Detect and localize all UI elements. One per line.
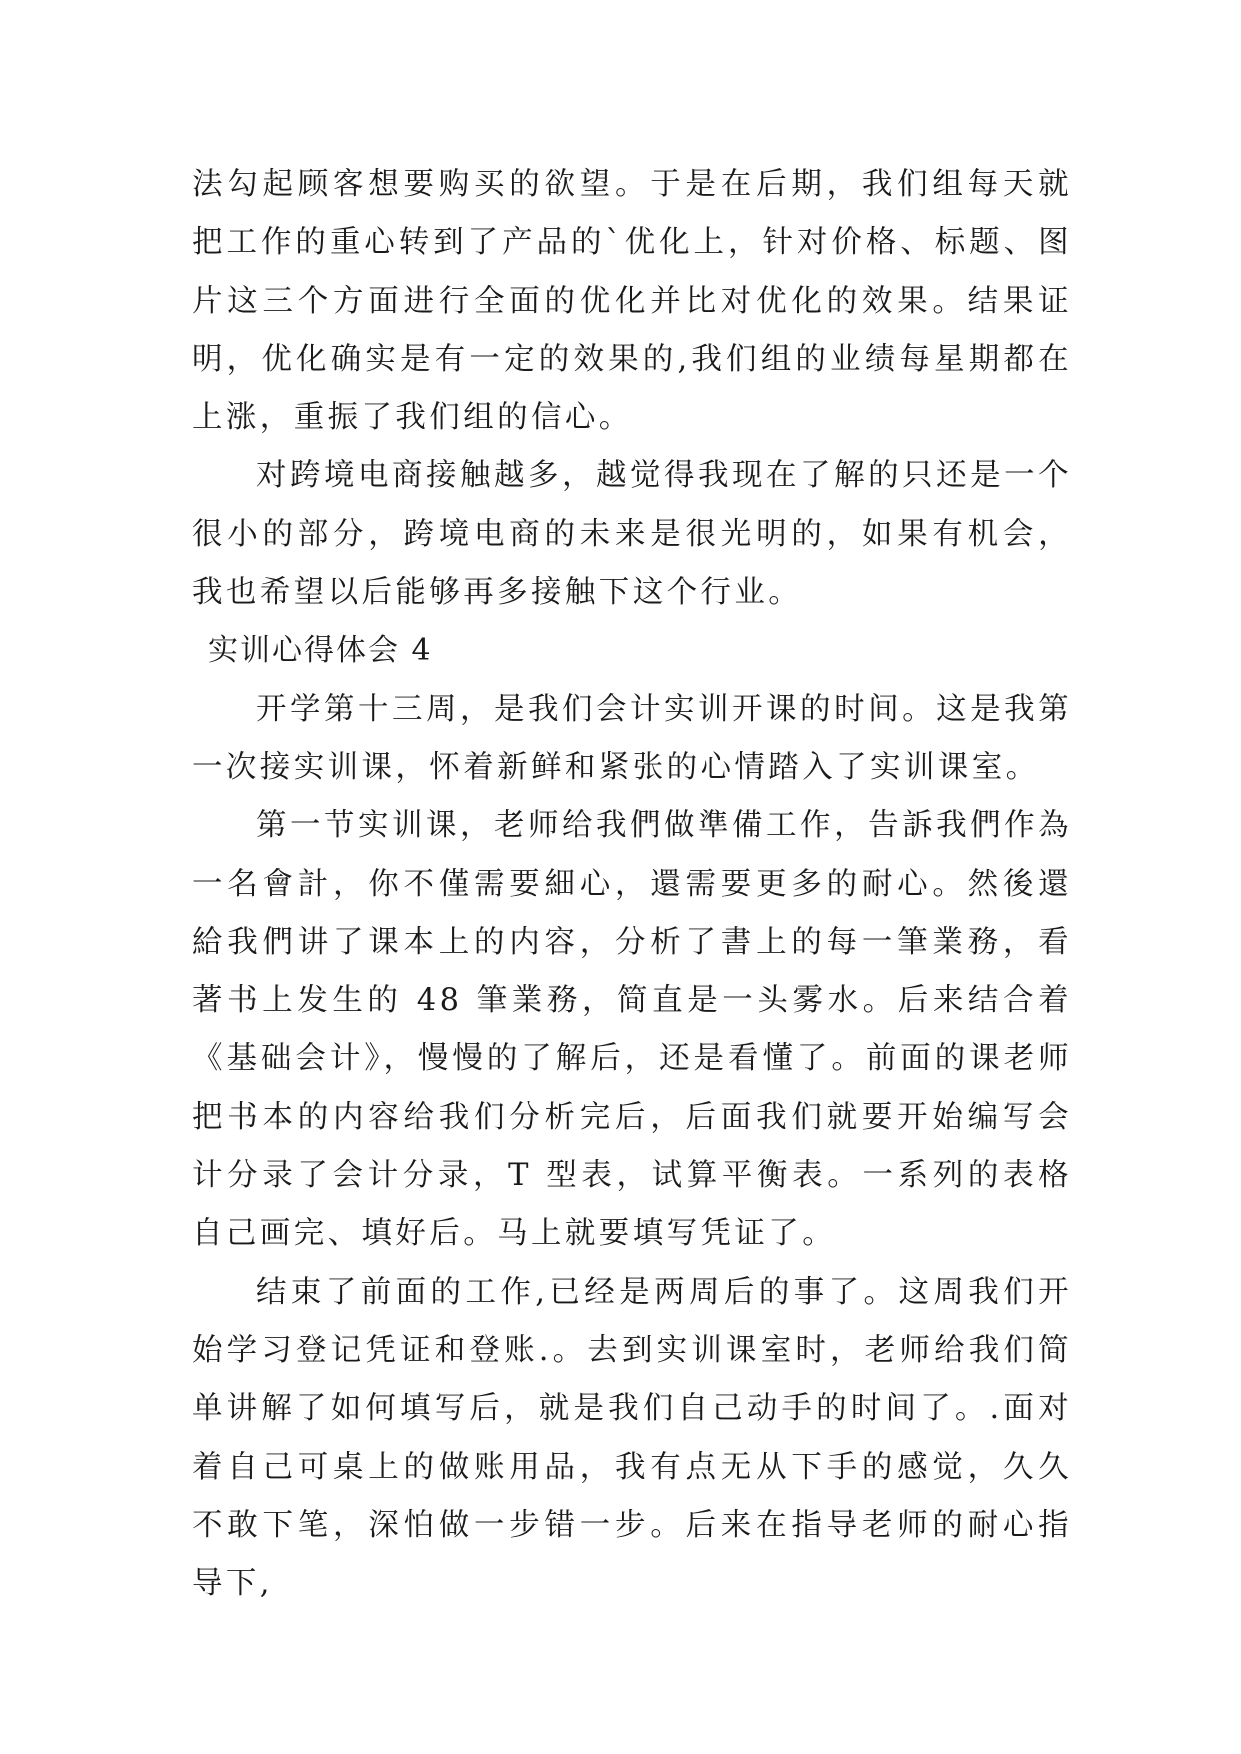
paragraph: 第一节实训课，老师给我們做準備工作，告訴我們作為一名會計，你不僅需要細心，還需要更多的耐心。然後還給我們讲了课本上的内容，分析了書上的每一筆業務，看著书上发生的 48 筆業務，简直是一头雾水。后来结合着《基础会计》，慢慢的了解后，还是看懂了。前面的课老师把书本的内容给我们分析完后，后面我们就要开始编写会计分录了会计分录，T 型表，试算平衡表。一系列的表格自己画完、填好后。马上就要填写凭证了。 <box>192 808 1072 1252</box>
paragraph-continuation: 法勾起顾客想要购买的欲望。于是在后期，我们组每天就把工作的重心转到了产品的`优化上，针对价格、标题、图片这三个方面进行全面的优化并比对优化的效果。结果证明，优化确实是有一定的效果的,我们组的业绩每星期都在上涨，重振了我们组的信心。 <box>192 167 1072 436</box>
document-body <box>192 156 1072 1613</box>
paragraph: 开学第十三周，是我们会计实训开课的时间。这是我第一次接实训课，怀着新鲜和紧张的心情踏入了实训课室。 <box>192 691 1072 785</box>
section-heading: 实训心得体会 4 <box>208 633 433 669</box>
paragraph: 结束了前面的工作,已经是两周后的事了。这周我们开始学习登记凭证和登账.。去到实训课室时，老师给我们简单讲解了如何填写后，就是我们自己动手的时间了。.面对着自己可桌上的做账用品，我有点无从下手的感觉，久久不敢下笔，深怕做一步错一步。后来在指导老师的耐心指导下, <box>192 1274 1072 1602</box>
paragraph: 对跨境电商接触越多，越觉得我现在了解的只还是一个很小的部分，跨境电商的未来是很光明的，如果有机会，我也希望以后能够再多接触下这个行业。 <box>192 458 1072 611</box>
